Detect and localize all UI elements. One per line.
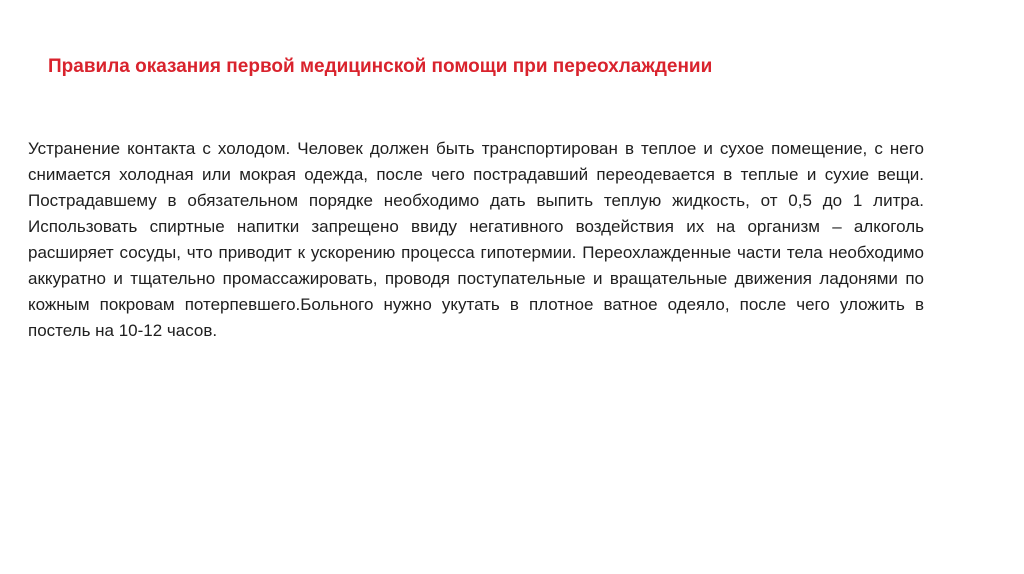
slide-title: Правила оказания первой медицинской помощи при переохлаждении [48,56,713,77]
slide-body-text: Устранение контакта с холодом. Человек должен быть транспортирован в теплое и сухое помещение, с него снимается холодная или мокрая одежда, после чего пострадавший переодевается в теплые и сухие вещи. Пострадавшему в обязательном порядке необходимо дать выпить теплую жидкость, от 0,5 до 1 литра. Использовать спиртные напитки запрещено ввиду негативного воздействия их на организм – алкоголь расширяет сосуды, что приводит к ускорению процесса гипотермии. Переохлажденные части тела необходимо аккуратно и тщательно промассажировать, проводя поступательные и вращательные движения ладонями по кожным покровам потерпевшего.Больного нужно укутать в плотное ватное одеяло, после чего уложить в постель на 10-12 часов. [28,139,924,340]
